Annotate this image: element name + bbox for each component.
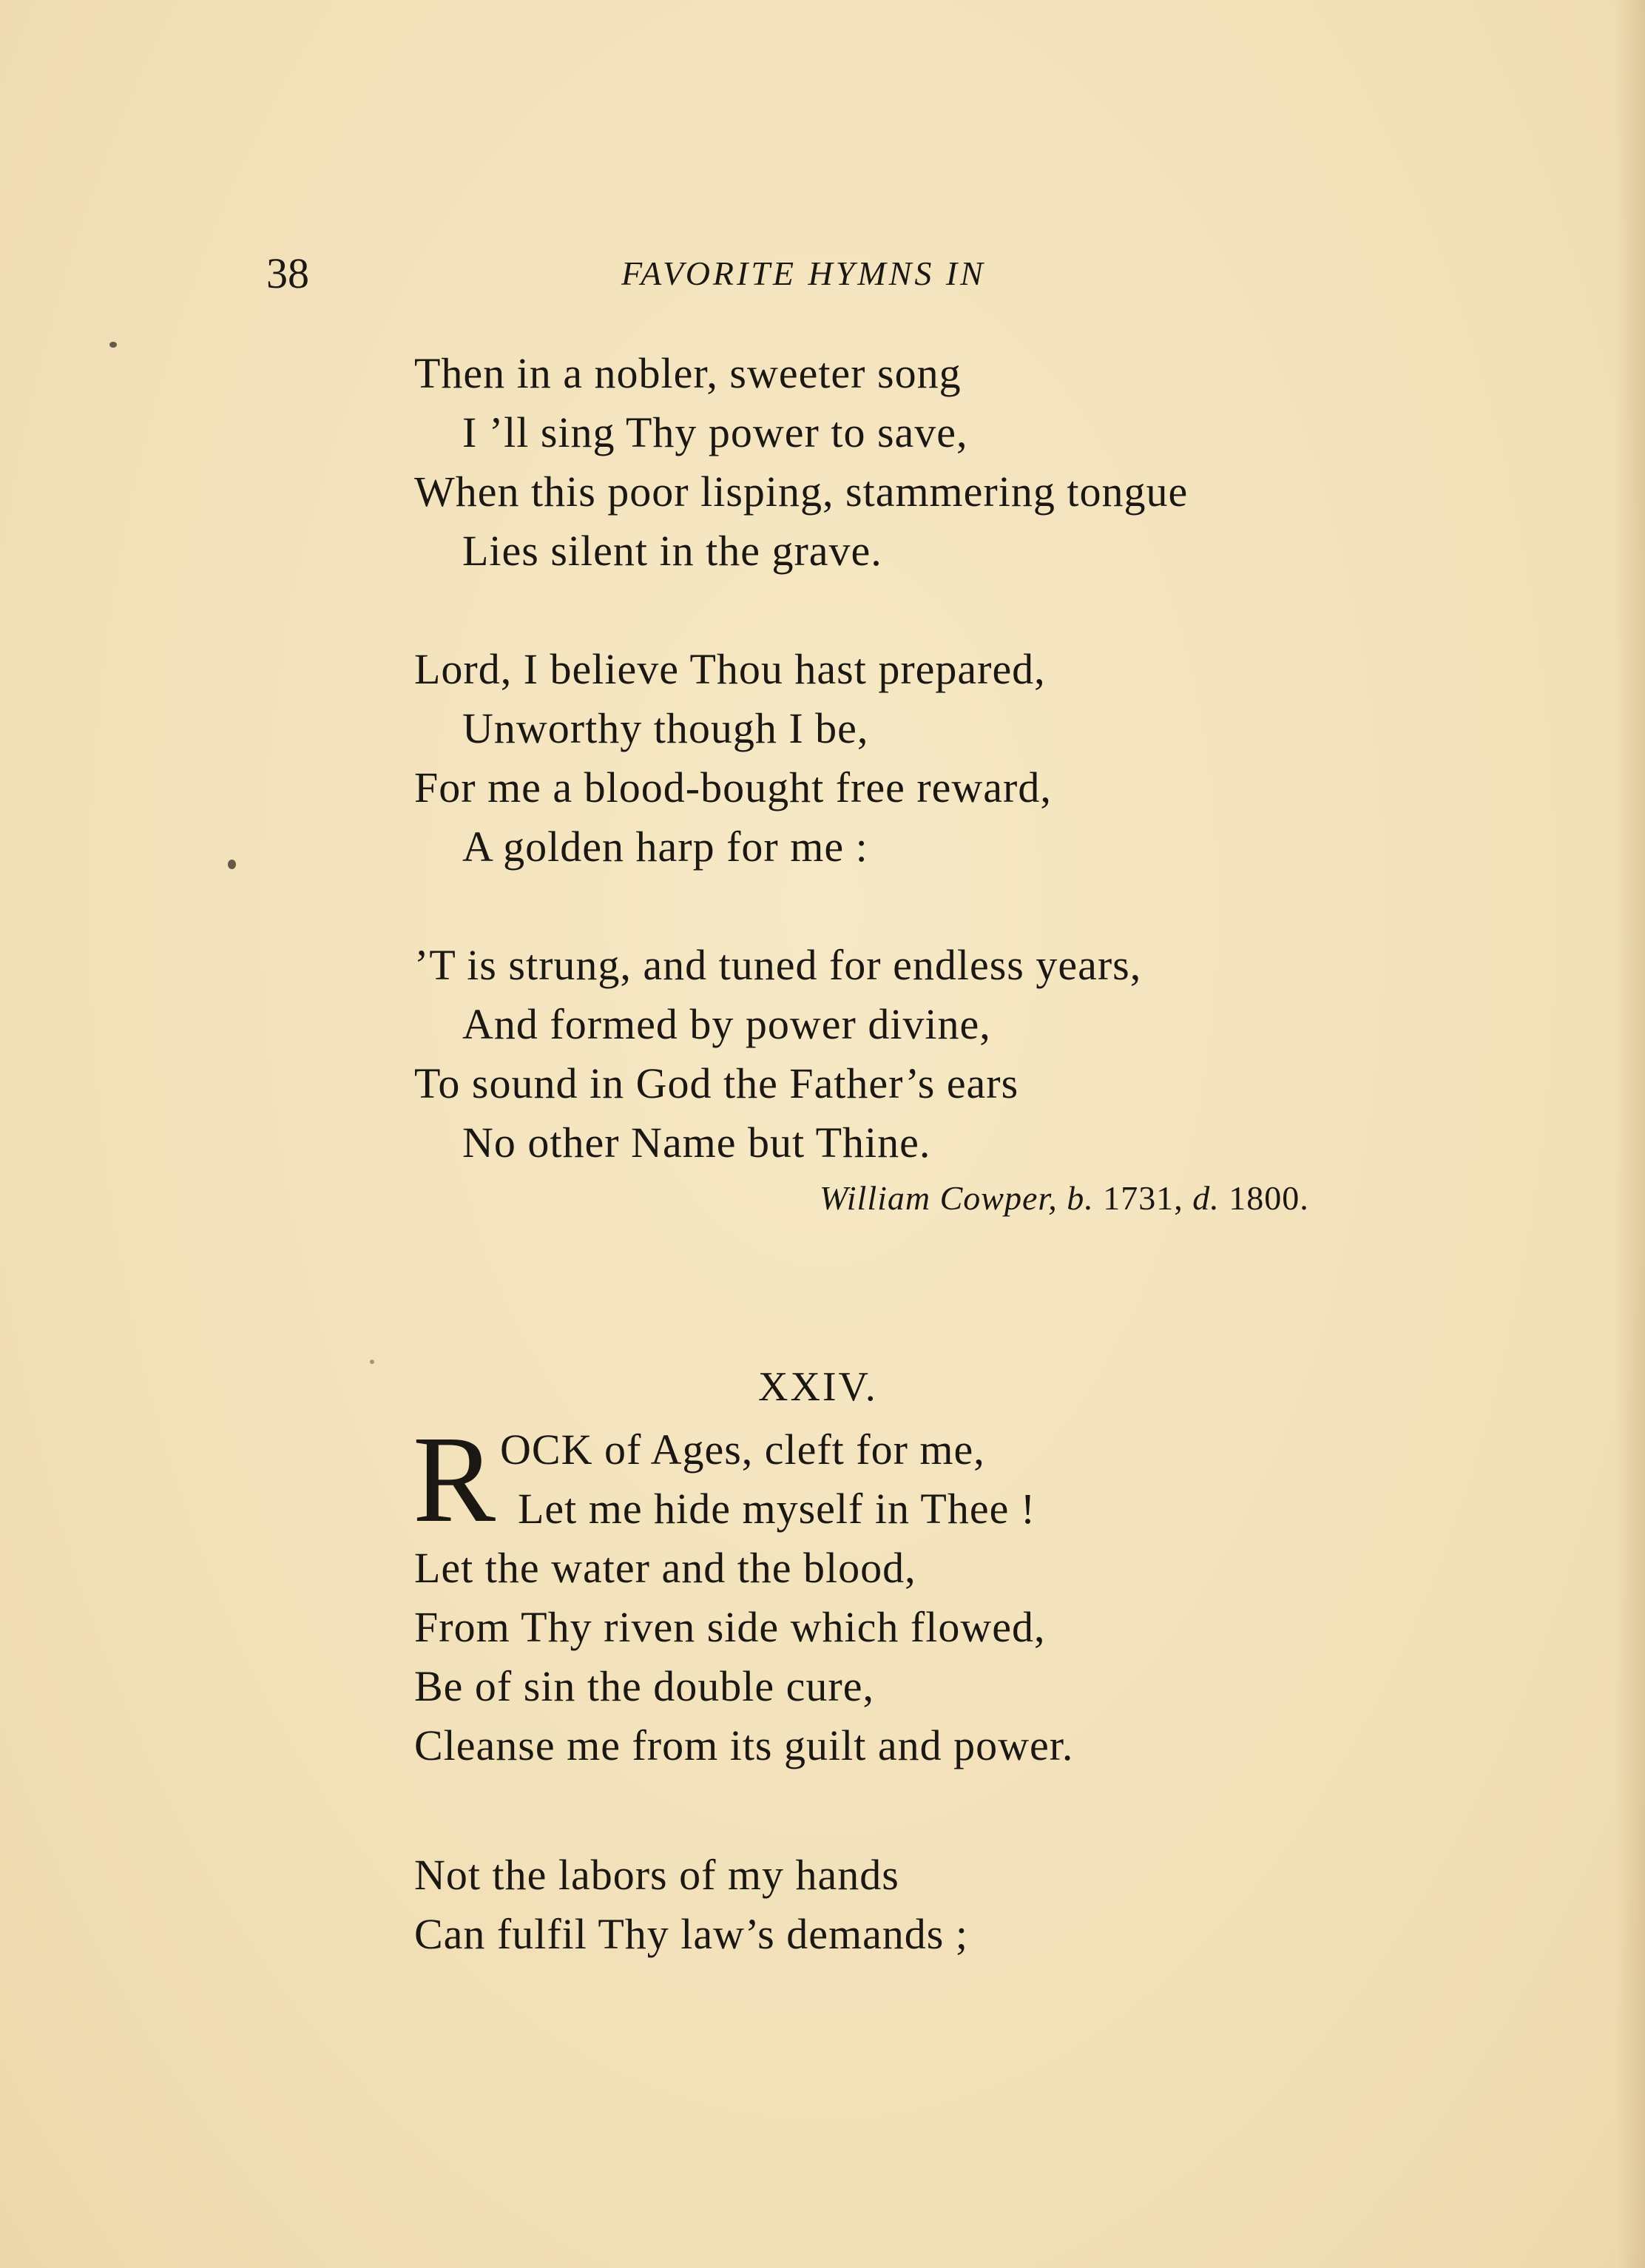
verse-line: Then in a nobler, sweeter song — [414, 349, 962, 397]
verse-line: Can fulfil Thy law’s demands ; — [414, 1910, 968, 1958]
verse-line: A golden harp for me : — [462, 823, 868, 871]
died-label: d. — [1192, 1179, 1220, 1217]
verse-line: Not the labors of my hands — [414, 1851, 899, 1899]
verse-line: Let the water and the blood, — [414, 1544, 916, 1592]
hymn-number: XXIV. — [758, 1364, 878, 1410]
page-number: 38 — [266, 249, 309, 297]
running-head — [0, 248, 1645, 300]
verse-line: From Thy riven side which flowed, — [414, 1603, 1046, 1651]
paper-speck — [228, 860, 236, 869]
drop-cap: R — [413, 1411, 496, 1548]
verse-line: No other Name but Thine. — [462, 1118, 931, 1167]
verse-line: Let me hide myself in Thee ! — [518, 1485, 1036, 1533]
verse-line: For me a blood-bought free reward, — [414, 763, 1052, 811]
running-title: FAVORITE HYMNS IN — [621, 254, 986, 292]
verse-line: OCK of Ages, cleft for me, — [500, 1425, 985, 1474]
page-edge-shadow — [1615, 0, 1645, 2268]
verse-line: To sound in God the Father’s ears — [414, 1059, 1019, 1107]
verse-line: I ’ll sing Thy power to save, — [462, 408, 968, 456]
verse-line: Cleanse me from its guilt and power. — [414, 1721, 1074, 1769]
died-year: 1800. — [1229, 1179, 1309, 1217]
verse-line: Be of sin the double cure, — [414, 1662, 874, 1710]
paper-speck — [370, 1360, 374, 1364]
verse-line: When this poor lisping, stammering tongue — [414, 468, 1189, 516]
author-attribution — [820, 1172, 1309, 1224]
verse-line: ’T is strung, and tuned for endless years, — [414, 941, 1142, 989]
paper-speck — [109, 342, 117, 348]
born-year: 1731, — [1103, 1179, 1183, 1217]
verse-line: Unworthy though I be, — [462, 704, 869, 752]
verse-line: And formed by power divine, — [462, 1000, 991, 1048]
verse-line: Lord, I believe Thou hast prepared, — [414, 645, 1046, 693]
verse-line: Lies silent in the grave. — [462, 527, 882, 575]
born-label: b. — [1067, 1179, 1094, 1217]
author-name: William Cowper, — [820, 1179, 1058, 1217]
